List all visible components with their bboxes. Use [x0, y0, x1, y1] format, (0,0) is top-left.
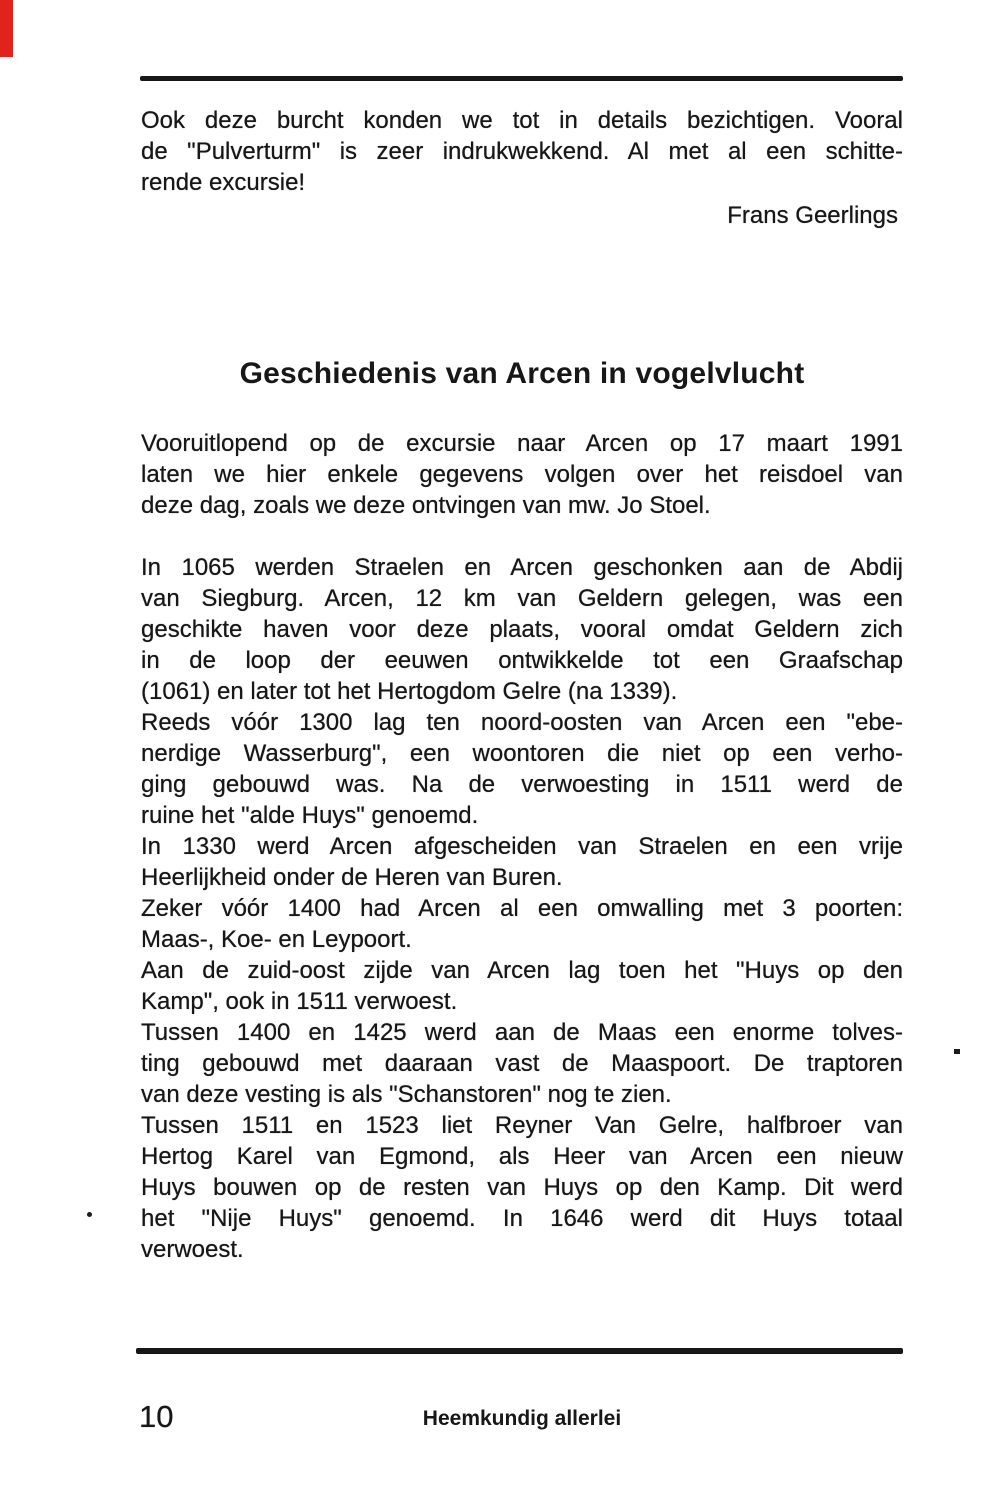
text-line: het "Nije Huys" genoemd. In 1646 werd dit Huys totaal — [141, 1205, 903, 1232]
text-line: ting gebouwd met daaraan vast de Maaspoort. De traptoren — [141, 1050, 903, 1077]
text-line: (1061) en later tot het Hertogdom Gelre (na 1339). — [141, 678, 678, 705]
text-line: Tussen 1400 en 1425 werd aan de Maas een enorme tolves- — [141, 1019, 903, 1046]
text-line: verwoest. — [141, 1236, 244, 1263]
page-number: 10 — [139, 1399, 174, 1434]
signature: Frans Geerlings — [727, 202, 898, 229]
text-line: Aan de zuid-oost zijde van Arcen lag toen het "Huys op den — [141, 957, 903, 984]
text-line: Zeker vóór 1400 had Arcen al een omwalling met 3 poorten: — [141, 895, 903, 922]
text-line: In 1330 werd Arcen afgescheiden van Straelen en een vrije — [141, 833, 903, 860]
text-line: Maas-, Koe- en Leypoort. — [141, 926, 412, 953]
footer-title: Heemkundig allerlei — [422, 1407, 622, 1430]
text-line: Kamp", ook in 1511 verwoest. — [141, 988, 458, 1015]
body-text — [141, 552, 903, 1265]
text-line: Ook deze burcht konden we tot in details bezichtigen. Vooral — [141, 107, 903, 134]
intro-paragraph — [141, 105, 903, 198]
scan-speck — [954, 1049, 960, 1054]
text-line: rende excursie! — [141, 169, 306, 196]
top-divider — [140, 76, 903, 81]
text-line: laten we hier enkele gegevens volgen over het reisdoel van — [141, 461, 903, 488]
text-line: Tussen 1511 en 1523 liet Reyner Van Gelre, halfbroer van — [141, 1112, 903, 1139]
text-line: nerdige Wasserburg", een woontoren die niet op een verho- — [141, 740, 903, 767]
text-line: van Siegburg. Arcen, 12 km van Geldern gelegen, was een — [141, 585, 903, 612]
text-line: de "Pulverturm" is zeer indrukwekkend. Al met al een schitte- — [141, 138, 903, 165]
text-line: Vooruitlopend op de excursie naar Arcen op 17 maart 1991 — [141, 430, 903, 457]
bottom-divider — [136, 1348, 903, 1354]
text-line: ging gebouwd was. Na de verwoesting in 1511 werd de — [141, 771, 903, 798]
scan-artifact-red-bar — [0, 0, 13, 57]
text-line: Huys bouwen op de resten van Huys op den Kamp. Dit werd — [141, 1174, 903, 1201]
text-line: in de loop der eeuwen ontwikkelde tot een Graafschap — [141, 647, 903, 674]
text-line: Heerlijkheid onder de Heren van Buren. — [141, 864, 563, 891]
text-line: van deze vesting is als "Schanstoren" nog te zien. — [141, 1081, 672, 1108]
text-line: ruine het "alde Huys" genoemd. — [141, 802, 479, 829]
lead-paragraph — [141, 428, 903, 521]
text-line: geschikte haven voor deze plaats, vooral omdat Geldern zich — [141, 616, 903, 643]
article-title: Geschiedenis van Arcen in vogelvlucht — [239, 357, 805, 390]
scan-speck — [87, 1212, 92, 1217]
text-line: Reeds vóór 1300 lag ten noord-oosten van Arcen een "ebe- — [141, 709, 903, 736]
text-line: deze dag, zoals we deze ontvingen van mw. Jo Stoel. — [141, 492, 711, 519]
text-line: In 1065 werden Straelen en Arcen geschonken aan de Abdij — [141, 554, 903, 581]
text-line: Hertog Karel van Egmond, als Heer van Arcen een nieuw — [141, 1143, 903, 1170]
